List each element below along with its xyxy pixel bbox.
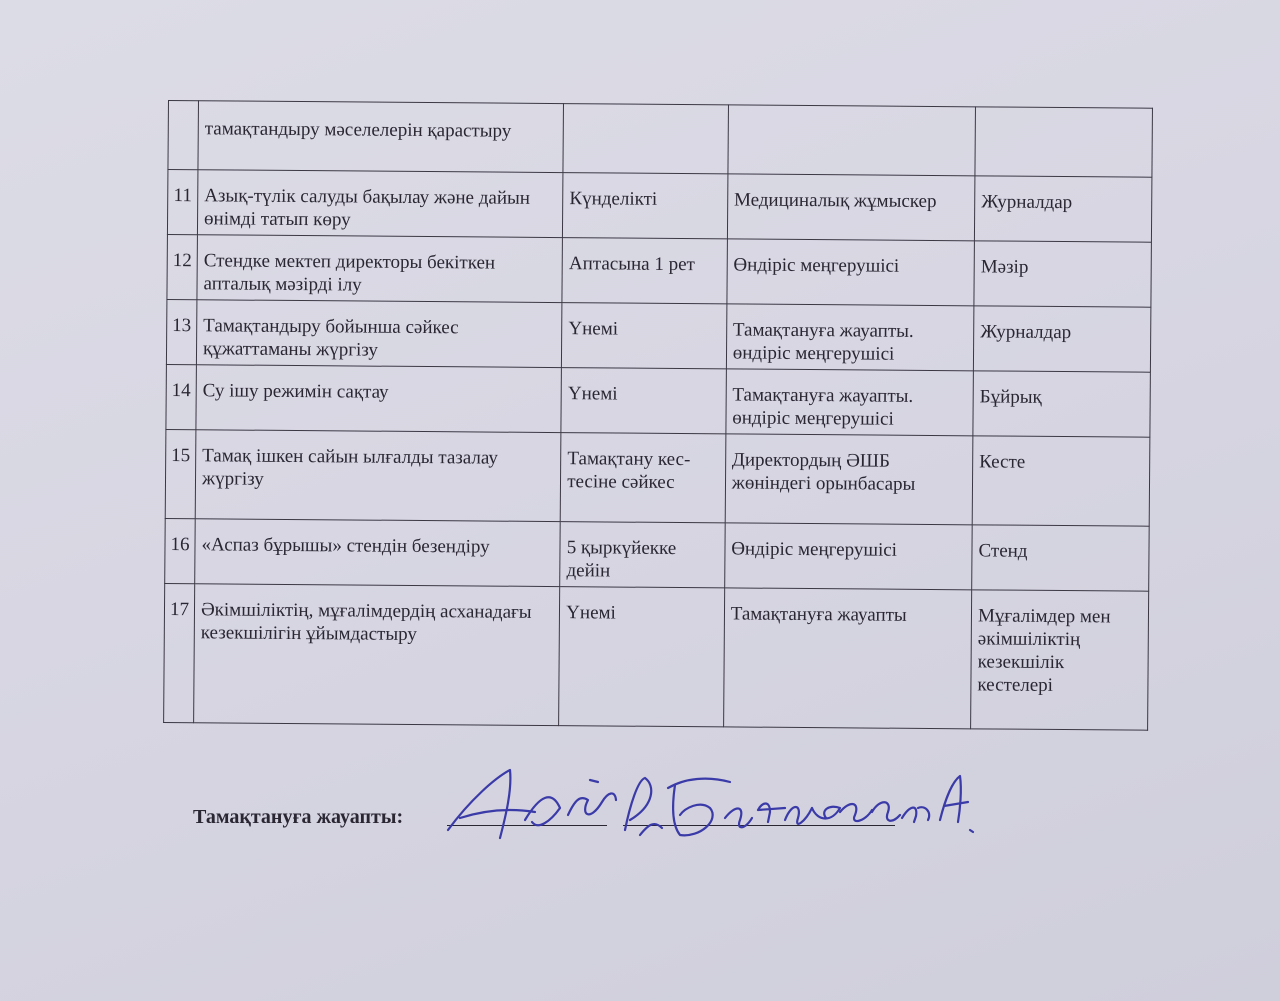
document-cell: Мұғалімдер мен әкімшіліктің кезекшілік кестелері bbox=[971, 590, 1149, 730]
document-cell: Кесте bbox=[972, 436, 1150, 526]
activity-cell: Стендке мектеп директоры бекіткен апталық мәзірді ілу bbox=[197, 235, 563, 303]
document-cell: Стенд bbox=[972, 525, 1149, 591]
row-number: 14 bbox=[166, 364, 197, 429]
responsible-cell bbox=[728, 105, 976, 176]
period-cell: Аптасына 1 рет bbox=[562, 238, 727, 304]
activity-cell: Тамақтандыру бойынша сәйкес құжаттаманы жүргізу bbox=[196, 300, 562, 368]
table-row bbox=[164, 583, 1149, 730]
period-cell: Тамақтану кес-тесіне сәйкес bbox=[560, 433, 725, 523]
table-row bbox=[166, 299, 1150, 372]
responsible-cell: Тамақтануға жауапты. өндіріс меңгерушісі bbox=[726, 304, 974, 371]
row-number: 17 bbox=[164, 583, 195, 722]
document-cell: Журналдар bbox=[973, 306, 1150, 372]
period-cell: Үнемі bbox=[562, 303, 727, 369]
row-number: 12 bbox=[167, 234, 198, 299]
table-row bbox=[165, 429, 1150, 526]
activity-cell: Әкімшіліктің, мұғалімдердің асханадағы кезекшілігін ұйымдастыру bbox=[194, 584, 560, 726]
period-cell: Күнделікті bbox=[563, 173, 728, 239]
table-row bbox=[165, 518, 1149, 591]
responsible-cell: Тамақтануға жауапты. өндіріс меңгерушісі bbox=[726, 369, 974, 436]
responsible-cell: Өндіріс меңгерушісі bbox=[724, 523, 972, 590]
period-cell bbox=[563, 104, 728, 174]
row-number: 11 bbox=[167, 170, 198, 235]
activity-cell: Су ішу режимін сақтау bbox=[196, 365, 562, 433]
document-cell: Журналдар bbox=[974, 176, 1151, 242]
plan-table bbox=[163, 100, 1153, 731]
row-number bbox=[168, 101, 199, 170]
row-number: 16 bbox=[165, 518, 196, 583]
responsible-cell: Директордың ӘШБ жөніндегі орынбасары bbox=[725, 434, 973, 525]
table-row bbox=[166, 364, 1150, 437]
activity-cell: «Аспаз бұрышы» стендін безендіру bbox=[195, 519, 561, 587]
document-cell bbox=[975, 107, 1153, 177]
document-cell: Бұйрық bbox=[973, 371, 1150, 437]
responsible-cell: Өндіріс меңгерушісі bbox=[727, 239, 975, 306]
activity-cell: Азық-түлік салуды бақылау және дайын өнімді татып көру bbox=[197, 170, 563, 238]
document-cell: Мәзір bbox=[974, 241, 1151, 307]
row-number: 15 bbox=[165, 429, 196, 518]
table-row bbox=[167, 234, 1151, 307]
table-row bbox=[167, 170, 1151, 243]
activity-cell: Тамақ ішкен сайын ылғалды тазалау жүргізу bbox=[195, 430, 561, 522]
table-row bbox=[168, 101, 1153, 178]
responsible-cell: Медициналық жұмыскер bbox=[727, 174, 975, 241]
responsible-label: Тамақтануға жауапты: bbox=[193, 806, 404, 828]
period-cell: 5 қыркүйекке дейін bbox=[560, 522, 725, 588]
period-cell: Үнемі bbox=[559, 587, 725, 727]
activity-cell: тамақтандыру мәселелерін қарастыру bbox=[198, 101, 564, 173]
period-cell: Үнемі bbox=[561, 368, 726, 434]
responsible-cell: Тамақтануға жауапты bbox=[723, 588, 971, 729]
row-number: 13 bbox=[166, 299, 197, 364]
handwritten-signature bbox=[440, 760, 980, 860]
